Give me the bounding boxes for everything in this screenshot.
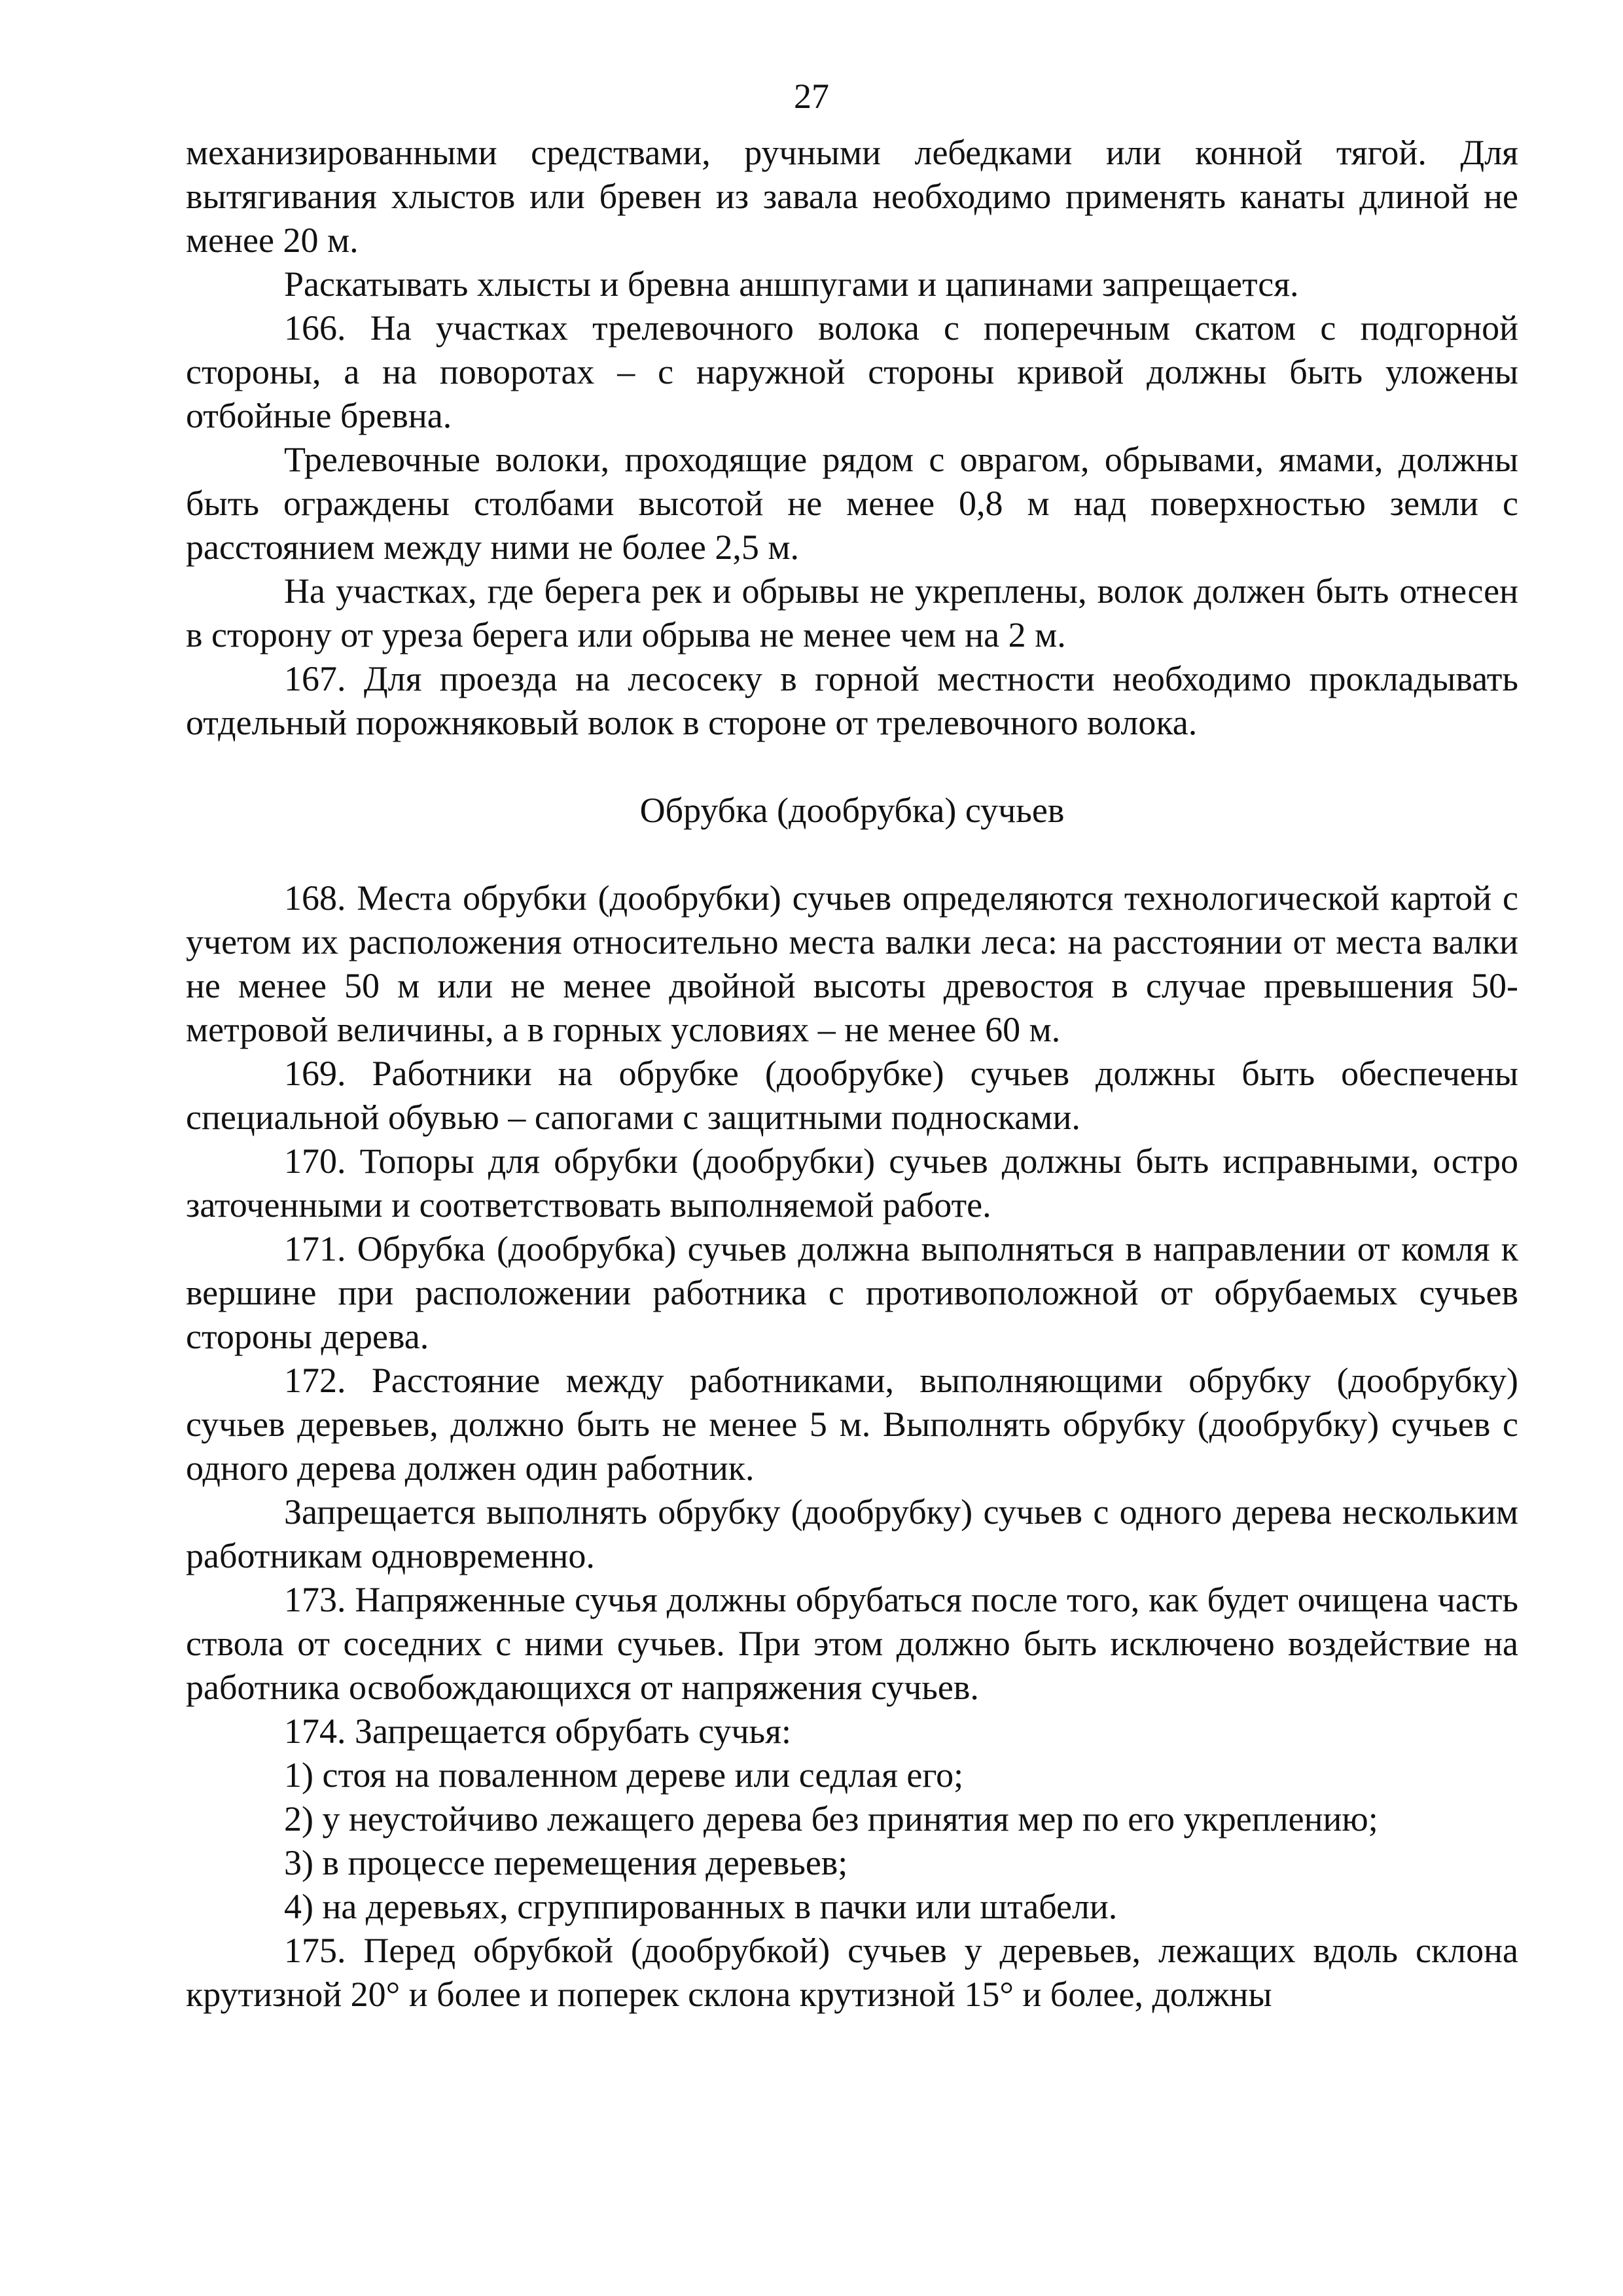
paragraph-173: 173. Напряженные сучья должны обрубаться после того, как будет очищена часть ствола от соседних с ними сучьев. При этом должно быть исключено воздействие на работника освобождающихся от напряжения сучьев.: [186, 1580, 1518, 1707]
list-item-174-2: 2) у неустойчиво лежащего дерева без принятия мер по его укреплению;: [284, 1799, 1378, 1839]
paragraph-prohibition-rolling: Раскатывать хлысты и бревна аншпугами и цапинами запрещается.: [284, 264, 1299, 304]
document-body: [186, 131, 1518, 2017]
paragraph-175: 175. Перед обрубкой (дообрубкой) сучьев у деревьев, лежащих вдоль склона крутизной 20° и более и поперек склона крутизной 15° и более, должны: [186, 1931, 1518, 2014]
paragraph-171: 171. Обрубка (дообрубка) сучьев должна выполняться в направлении от комля к вершине при расположении работника с противоположной от обрубаемых сучьев стороны дерева.: [186, 1229, 1518, 1356]
page-number: 27: [794, 77, 829, 116]
list-item-174-1: 1) стоя на поваленном дереве или седлая его;: [284, 1755, 964, 1795]
paragraph-continuation: механизированными средствами, ручными лебедками или конной тягой. Для вытягивания хлыстов или бревен из завала необходимо применять канаты длиной не менее 20 м.: [186, 133, 1518, 260]
paragraph-skid-trail-fencing: Трелевочные волоки, проходящие рядом с оврагом, обрывами, ямами, должны быть ограждены столбами высотой не менее 0,8 м над поверхностью земли с расстоянием между ними не более 2,5 м.: [186, 440, 1518, 567]
paragraph-168: 168. Места обрубки (дообрубки) сучьев определяются технологической картой с учетом их расположения относительно места валки леса: на расстоянии от места валки не менее 50 м или не менее двойной высоты древостоя в случае превышения 50-метровой величины, а в горных условиях – не менее 60 м.: [186, 878, 1518, 1049]
paragraph-174: 174. Запрещается обрубать сучья:: [284, 1712, 791, 1751]
paragraph-172: 172. Расстояние между работниками, выполняющими обрубку (дообрубку) сучьев деревьев, должно быть не менее 5 м. Выполнять обрубку (дообрубку) сучьев с одного дерева должен один работник.: [186, 1361, 1518, 1488]
paragraph-172-prohibition: Запрещается выполнять обрубку (дообрубку) сучьев с одного дерева нескольким работникам одновременно.: [186, 1492, 1518, 1575]
list-item-174-4: 4) на деревьях, сгруппированных в пачки или штабели.: [284, 1887, 1118, 1926]
paragraph-167: 167. Для проезда на лесосеку в горной местности необходимо прокладывать отдельный порожняковый волок в стороне от трелевочного волока.: [186, 659, 1518, 742]
paragraph-169: 169. Работники на обрубке (дообрубке) сучьев должны быть обеспечены специальной обувью – сапогами с защитными подносками.: [186, 1054, 1518, 1137]
section-heading: Обрубка (дообрубка) сучьев: [639, 791, 1065, 830]
paragraph-riverbank-distance: На участках, где берега рек и обрывы не укреплены, волок должен быть отнесен в сторону от уреза берега или обрыва не менее чем на 2 м.: [186, 571, 1518, 655]
list-item-174-3: 3) в процессе перемещения деревьев;: [284, 1843, 848, 1882]
paragraph-166: 166. На участках трелевочного волока с поперечным скатом с подгорной стороны, а на поворотах – с наружной стороны кривой должны быть уложены отбойные бревна.: [186, 308, 1518, 435]
paragraph-170: 170. Топоры для обрубки (дообрубки) сучьев должны быть исправными, остро заточенными и соответствовать выполняемой работе.: [186, 1141, 1518, 1225]
